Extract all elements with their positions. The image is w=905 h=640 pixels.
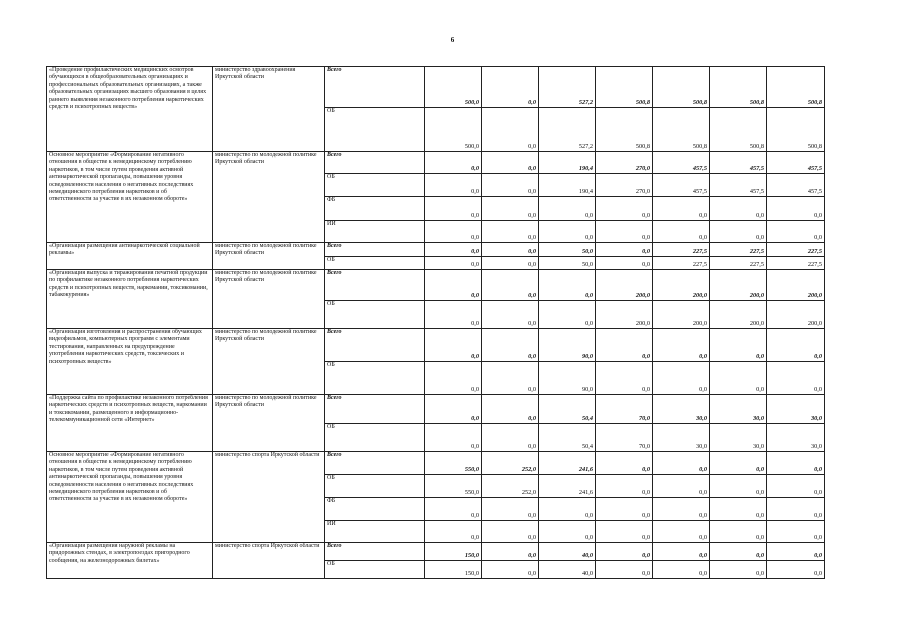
activity-name-cell: Основное мероприятие «Формирование негативного отношения в обществе к немедицинскому потреблению наркотиков, в том числе путем проведения активной антинаркотической пропаганды, повышения уровня осведомленности населения о негативных последствиях немедицинского потребления наркотиков и об ответственности за участие в их незаконном обороте» (47, 452, 213, 543)
executor-cell: министерство спорта Иркутской области (213, 543, 325, 579)
table-row (47, 543, 825, 561)
executor-cell: министерство по молодежной политике Иркутской области (213, 395, 325, 452)
amount-cell: 500,8 (653, 108, 710, 152)
amount-cell: 0,0 (482, 329, 539, 362)
funding-source-cell: ОБ (325, 257, 425, 270)
amount-cell: 0,0 (482, 395, 539, 424)
amount-cell: 0,0 (596, 329, 653, 362)
budget-table (46, 66, 825, 579)
amount-cell: 500,0 (425, 67, 482, 108)
amount-cell: 90,0 (539, 362, 596, 395)
amount-cell: 550,0 (425, 452, 482, 475)
funding-source-cell: ИИ (325, 221, 425, 243)
amount-cell: 0,0 (596, 498, 653, 521)
funding-source-cell: ФБ (325, 498, 425, 521)
activity-name-cell: «Организация размещения антинаркотической социальной рекламы» (47, 243, 213, 270)
amount-cell: 50,0 (539, 257, 596, 270)
amount-cell: 0,0 (425, 301, 482, 329)
amount-cell: 200,0 (767, 301, 825, 329)
activity-name-cell: «Поддержка сайта по профилактике незаконного потребления наркотических средств и психотропных веществ, наркомании и токсикомании, размещенного в информационно-телекоммуникационной сети «Интернет» (47, 395, 213, 452)
amount-cell: 0,0 (482, 152, 539, 174)
amount-cell: 0,0 (596, 362, 653, 395)
amount-cell: 70,0 (596, 395, 653, 424)
amount-cell: 500,8 (710, 108, 767, 152)
amount-cell: 0,0 (425, 174, 482, 197)
amount-cell: 0,0 (425, 329, 482, 362)
activity-name-cell: «Организация выпуска и тиражирования печатной продукции по профилактике незаконного потребления наркотических средств и психотропных веществ, наркомании, токсикомании, табакокурения» (47, 270, 213, 329)
amount-cell: 241,6 (539, 475, 596, 498)
funding-source-cell: Всего (325, 452, 425, 475)
executor-cell: министерство здравоохранения Иркутской области (213, 67, 325, 152)
funding-source-cell: Всего (325, 543, 425, 561)
amount-cell: 0,0 (653, 221, 710, 243)
amount-cell: 200,0 (710, 301, 767, 329)
amount-cell: 0,0 (710, 197, 767, 221)
executor-cell: министерство по молодежной политике Иркутской области (213, 243, 325, 270)
amount-cell: 0,0 (767, 498, 825, 521)
amount-cell: 70,0 (596, 424, 653, 452)
funding-source-cell: ФБ (325, 197, 425, 221)
amount-cell: 0,0 (710, 561, 767, 579)
funding-source-cell: ОБ (325, 424, 425, 452)
table-row (47, 452, 825, 475)
amount-cell: 0,0 (767, 561, 825, 579)
amount-cell: 0,0 (482, 362, 539, 395)
amount-cell: 227,5 (767, 243, 825, 257)
amount-cell: 0,0 (482, 108, 539, 152)
amount-cell: 200,0 (596, 301, 653, 329)
amount-cell: 500,8 (596, 108, 653, 152)
amount-cell: 227,5 (710, 257, 767, 270)
amount-cell: 150,0 (425, 561, 482, 579)
amount-cell: 0,0 (425, 424, 482, 452)
amount-cell: 0,0 (425, 257, 482, 270)
funding-source-cell: Всего (325, 152, 425, 174)
amount-cell: 252,0 (482, 475, 539, 498)
table-row (47, 67, 825, 108)
amount-cell: 0,0 (653, 475, 710, 498)
table-row (47, 270, 825, 301)
funding-source-cell: Всего (325, 243, 425, 257)
executor-cell: министерство по молодежной политике Иркутской области (213, 329, 325, 395)
amount-cell: 0,0 (710, 543, 767, 561)
funding-source-cell: Всего (325, 67, 425, 108)
amount-cell: 0,0 (767, 475, 825, 498)
amount-cell: 0,0 (425, 395, 482, 424)
amount-cell: 0,0 (767, 221, 825, 243)
amount-cell: 0,0 (653, 452, 710, 475)
amount-cell: 30,0 (767, 424, 825, 452)
amount-cell: 0,0 (425, 498, 482, 521)
amount-cell: 457,5 (767, 152, 825, 174)
amount-cell: 0,0 (482, 301, 539, 329)
amount-cell: 0,0 (653, 521, 710, 543)
amount-cell: 0,0 (425, 221, 482, 243)
funding-source-cell: ИИ (325, 521, 425, 543)
amount-cell: 0,0 (596, 221, 653, 243)
amount-cell: 200,0 (596, 270, 653, 301)
amount-cell: 0,0 (425, 521, 482, 543)
amount-cell: 500,8 (767, 108, 825, 152)
amount-cell: 0,0 (482, 221, 539, 243)
amount-cell: 0,0 (653, 362, 710, 395)
amount-cell: 0,0 (539, 221, 596, 243)
amount-cell: 50,0 (539, 243, 596, 257)
amount-cell: 0,0 (596, 561, 653, 579)
amount-cell: 190,4 (539, 174, 596, 197)
amount-cell: 527,2 (539, 108, 596, 152)
amount-cell: 0,0 (596, 197, 653, 221)
amount-cell: 0,0 (539, 521, 596, 543)
amount-cell: 457,5 (653, 174, 710, 197)
funding-source-cell: Всего (325, 329, 425, 362)
amount-cell: 40,0 (539, 543, 596, 561)
amount-cell: 0,0 (767, 452, 825, 475)
amount-cell: 457,5 (710, 152, 767, 174)
amount-cell: 190,4 (539, 152, 596, 174)
amount-cell: 0,0 (539, 197, 596, 221)
amount-cell: 0,0 (482, 257, 539, 270)
amount-cell: 0,0 (767, 197, 825, 221)
amount-cell: 0,0 (596, 521, 653, 543)
amount-cell: 500,0 (425, 108, 482, 152)
amount-cell: 40,0 (539, 561, 596, 579)
executor-cell: министерство по молодежной политике Иркутской области (213, 152, 325, 243)
funding-source-cell: ОБ (325, 174, 425, 197)
amount-cell: 500,8 (767, 67, 825, 108)
amount-cell: 0,0 (653, 561, 710, 579)
amount-cell: 0,0 (767, 521, 825, 543)
amount-cell: 200,0 (653, 270, 710, 301)
amount-cell: 0,0 (710, 452, 767, 475)
amount-cell: 227,5 (710, 243, 767, 257)
amount-cell: 241,6 (539, 452, 596, 475)
amount-cell: 0,0 (425, 243, 482, 257)
amount-cell: 0,0 (482, 174, 539, 197)
amount-cell: 0,0 (767, 543, 825, 561)
amount-cell: 0,0 (710, 362, 767, 395)
amount-cell: 30,0 (710, 424, 767, 452)
amount-cell: 0,0 (539, 498, 596, 521)
amount-cell: 227,5 (653, 243, 710, 257)
amount-cell: 270,0 (596, 152, 653, 174)
activity-name-cell: «Организация изготовления и распространения обучающих видеофильмов, компьютерных программ с элементами тестирования, направленных на предупреждение употребления наркотических средств, токсических и психотропных веществ» (47, 329, 213, 395)
funding-source-cell: ОБ (325, 561, 425, 579)
amount-cell: 0,0 (710, 329, 767, 362)
amount-cell: 90,0 (539, 329, 596, 362)
amount-cell: 0,0 (482, 424, 539, 452)
funding-source-cell: ОБ (325, 108, 425, 152)
amount-cell: 550,0 (425, 475, 482, 498)
amount-cell: 0,0 (482, 243, 539, 257)
funding-source-cell: ОБ (325, 362, 425, 395)
activity-name-cell: «Проведение профилактических медицинских осмотров обучающихся в общеобразовательных организациях и профессиональных образовательных организациях, а также образовательных организациях высшего образования в целях раннего выявления незаконного потребления наркотических средств и психотропных веществ» (47, 67, 213, 152)
table-row (47, 243, 825, 257)
amount-cell: 0,0 (425, 362, 482, 395)
amount-cell: 0,0 (482, 521, 539, 543)
amount-cell: 30,0 (653, 395, 710, 424)
funding-source-cell: ОБ (325, 301, 425, 329)
amount-cell: 0,0 (596, 452, 653, 475)
amount-cell: 0,0 (596, 243, 653, 257)
amount-cell: 0,0 (539, 270, 596, 301)
amount-cell: 30,0 (653, 424, 710, 452)
amount-cell: 30,0 (767, 395, 825, 424)
amount-cell: 500,8 (710, 67, 767, 108)
amount-cell: 0,0 (425, 197, 482, 221)
amount-cell: 270,0 (596, 174, 653, 197)
amount-cell: 50,4 (539, 395, 596, 424)
amount-cell: 227,5 (767, 257, 825, 270)
amount-cell: 0,0 (482, 270, 539, 301)
amount-cell: 0,0 (653, 498, 710, 521)
amount-cell: 500,8 (653, 67, 710, 108)
amount-cell: 0,0 (596, 543, 653, 561)
amount-cell: 457,5 (653, 152, 710, 174)
amount-cell: 0,0 (710, 221, 767, 243)
amount-cell: 0,0 (767, 362, 825, 395)
amount-cell: 200,0 (767, 270, 825, 301)
executor-cell: министерство спорта Иркутской области (213, 452, 325, 543)
table-row (47, 152, 825, 174)
table-row (47, 329, 825, 362)
activity-name-cell: «Организация размещения наружной рекламы на придорожных стендах, в электропоездах пригородного сообщения, на железнодорожных билетах» (47, 543, 213, 579)
amount-cell: 527,2 (539, 67, 596, 108)
amount-cell: 30,0 (710, 395, 767, 424)
amount-cell: 0,0 (710, 498, 767, 521)
amount-cell: 0,0 (596, 257, 653, 270)
amount-cell: 0,0 (653, 329, 710, 362)
amount-cell: 227,5 (653, 257, 710, 270)
amount-cell: 50,4 (539, 424, 596, 452)
amount-cell: 0,0 (482, 67, 539, 108)
activity-name-cell: Основное мероприятие «Формирование негативного отношения в обществе к немедицинскому потреблению наркотиков, в том числе путем проведения активной антинаркотической пропаганды, повышения уровня осведомленности населения о негативных последствиях немедицинского потребления наркотиков и об ответственности за участие в их незаконном обороте» (47, 152, 213, 243)
amount-cell: 0,0 (710, 521, 767, 543)
amount-cell: 0,0 (653, 543, 710, 561)
amount-cell: 200,0 (653, 301, 710, 329)
amount-cell: 0,0 (482, 498, 539, 521)
amount-cell: 150,0 (425, 543, 482, 561)
amount-cell: 0,0 (653, 197, 710, 221)
amount-cell: 0,0 (425, 152, 482, 174)
amount-cell: 0,0 (482, 561, 539, 579)
amount-cell: 0,0 (767, 329, 825, 362)
amount-cell: 252,0 (482, 452, 539, 475)
amount-cell: 0,0 (482, 543, 539, 561)
amount-cell: 500,8 (596, 67, 653, 108)
table-row (47, 395, 825, 424)
funding-source-cell: Всего (325, 395, 425, 424)
page-number: 6 (450, 36, 455, 44)
funding-source-cell: ОБ (325, 475, 425, 498)
amount-cell: 457,5 (710, 174, 767, 197)
funding-source-cell: Всего (325, 270, 425, 301)
amount-cell: 0,0 (425, 270, 482, 301)
amount-cell: 0,0 (539, 301, 596, 329)
executor-cell: министерство по молодежной политике Иркутской области (213, 270, 325, 329)
amount-cell: 457,5 (767, 174, 825, 197)
table-body (47, 67, 825, 579)
amount-cell: 0,0 (596, 475, 653, 498)
amount-cell: 0,0 (710, 475, 767, 498)
amount-cell: 0,0 (482, 197, 539, 221)
amount-cell: 200,0 (710, 270, 767, 301)
